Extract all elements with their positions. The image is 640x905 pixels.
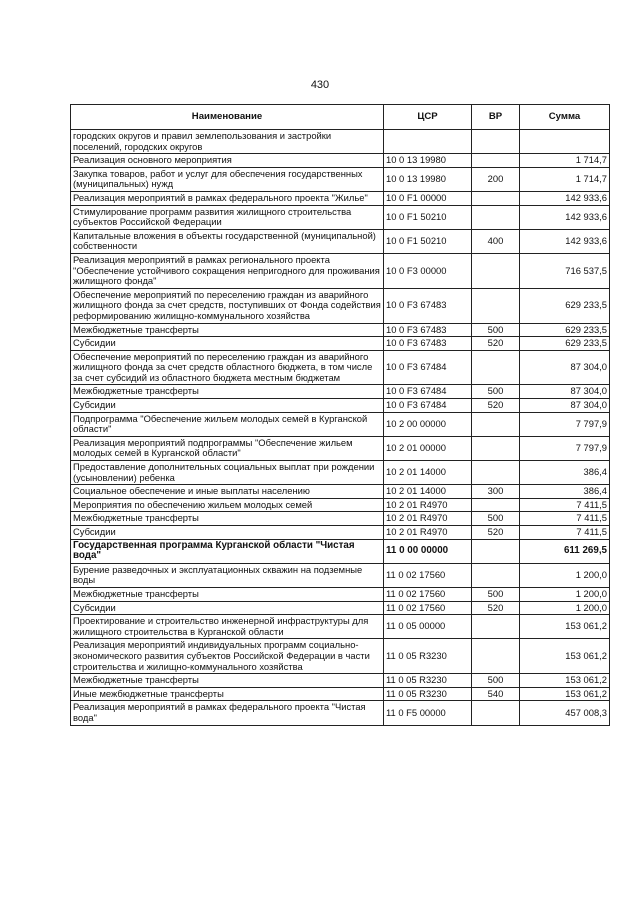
row-csr: 10 0 F3 00000 bbox=[384, 253, 472, 288]
row-vr bbox=[472, 412, 520, 436]
row-name: Межбюджетные трансферты bbox=[71, 323, 384, 337]
row-sum: 87 304,0 bbox=[520, 399, 610, 413]
row-csr: 10 0 F1 50210 bbox=[384, 205, 472, 229]
row-name: Социальное обеспечение и иные выплаты населению bbox=[71, 485, 384, 499]
row-sum: 1 714,7 bbox=[520, 154, 610, 168]
row-vr bbox=[472, 288, 520, 323]
row-csr: 10 0 F3 67483 bbox=[384, 288, 472, 323]
row-name: Капитальные вложения в объекты государственной (муниципальной) собственности bbox=[71, 229, 384, 253]
row-sum: 7 797,9 bbox=[520, 412, 610, 436]
row-sum: 142 933,6 bbox=[520, 229, 610, 253]
row-name: Бурение разведочных и эксплуатационных скважин на подземные воды bbox=[71, 563, 384, 587]
row-vr: 540 bbox=[472, 687, 520, 701]
row-csr: 10 2 01 14000 bbox=[384, 485, 472, 499]
row-csr: 10 0 F1 50210 bbox=[384, 229, 472, 253]
row-name: Субсидии bbox=[71, 526, 384, 540]
row-sum: 386,4 bbox=[520, 461, 610, 485]
row-vr: 520 bbox=[472, 526, 520, 540]
row-csr: 10 0 13 19980 bbox=[384, 167, 472, 191]
table-row bbox=[71, 498, 610, 512]
table-row bbox=[71, 191, 610, 205]
table-row bbox=[71, 337, 610, 351]
row-name: Реализация мероприятий в рамках регионального проекта "Обеспечение устойчивого сокращения непригодного для проживания жилищного фонда" bbox=[71, 253, 384, 288]
row-name: Реализация основного мероприятия bbox=[71, 154, 384, 168]
table-row bbox=[71, 154, 610, 168]
row-vr bbox=[472, 701, 520, 725]
table-row bbox=[71, 512, 610, 526]
row-vr bbox=[472, 350, 520, 385]
row-sum: 7 411,5 bbox=[520, 512, 610, 526]
row-name: Реализация мероприятий подпрограммы "Обеспечение жильем молодых семей в Курганской области" bbox=[71, 436, 384, 460]
row-vr bbox=[472, 563, 520, 587]
table-row bbox=[71, 412, 610, 436]
row-vr bbox=[472, 615, 520, 639]
row-csr: 11 0 F5 00000 bbox=[384, 701, 472, 725]
row-sum: 7 411,5 bbox=[520, 526, 610, 540]
row-sum: 1 200,0 bbox=[520, 587, 610, 601]
table-row bbox=[71, 385, 610, 399]
row-name: Межбюджетные трансферты bbox=[71, 587, 384, 601]
row-name: городских округов и правил землепользования и застройки поселений, городских округов bbox=[71, 130, 384, 154]
row-vr: 500 bbox=[472, 587, 520, 601]
row-sum: 611 269,5 bbox=[520, 539, 610, 563]
row-vr: 520 bbox=[472, 399, 520, 413]
header-vr: ВР bbox=[472, 105, 520, 130]
row-vr: 520 bbox=[472, 601, 520, 615]
row-csr: 10 2 01 00000 bbox=[384, 436, 472, 460]
table-row bbox=[71, 350, 610, 385]
table-row bbox=[71, 485, 610, 499]
row-csr: 10 0 F3 67483 bbox=[384, 337, 472, 351]
row-csr: 11 0 05 R3230 bbox=[384, 674, 472, 688]
table-row bbox=[71, 229, 610, 253]
row-csr: 11 0 02 17560 bbox=[384, 587, 472, 601]
table-row bbox=[71, 130, 610, 154]
row-sum: 87 304,0 bbox=[520, 385, 610, 399]
row-sum: 1 200,0 bbox=[520, 601, 610, 615]
row-name: Мероприятия по обеспечению жильем молодых семей bbox=[71, 498, 384, 512]
row-vr: 520 bbox=[472, 337, 520, 351]
row-vr bbox=[472, 205, 520, 229]
row-vr bbox=[472, 436, 520, 460]
row-name: Межбюджетные трансферты bbox=[71, 674, 384, 688]
row-vr bbox=[472, 539, 520, 563]
row-name: Межбюджетные трансферты bbox=[71, 512, 384, 526]
table-row bbox=[71, 639, 610, 674]
row-sum: 386,4 bbox=[520, 485, 610, 499]
row-name: Предоставление дополнительных социальных выплат при рождении (усыновлении) ребенка bbox=[71, 461, 384, 485]
row-csr bbox=[384, 130, 472, 154]
row-vr: 400 bbox=[472, 229, 520, 253]
row-sum: 457 008,3 bbox=[520, 701, 610, 725]
row-vr: 500 bbox=[472, 323, 520, 337]
table-row bbox=[71, 323, 610, 337]
row-sum: 7 797,9 bbox=[520, 436, 610, 460]
table-row bbox=[71, 674, 610, 688]
row-csr: 11 0 05 R3230 bbox=[384, 639, 472, 674]
row-name: Стимулирование программ развития жилищного строительства субъектов Российской Федерации bbox=[71, 205, 384, 229]
row-name: Подпрограмма "Обеспечение жильем молодых семей в Курганской области" bbox=[71, 412, 384, 436]
row-csr: 10 2 01 14000 bbox=[384, 461, 472, 485]
row-name: Иные межбюджетные трансферты bbox=[71, 687, 384, 701]
row-csr: 10 0 13 19980 bbox=[384, 154, 472, 168]
row-csr: 11 0 05 R3230 bbox=[384, 687, 472, 701]
row-vr: 500 bbox=[472, 674, 520, 688]
page-number: 430 bbox=[310, 79, 330, 91]
row-vr bbox=[472, 154, 520, 168]
row-csr: 11 0 02 17560 bbox=[384, 601, 472, 615]
row-sum: 629 233,5 bbox=[520, 323, 610, 337]
row-name: Субсидии bbox=[71, 399, 384, 413]
header-name: Наименование bbox=[71, 105, 384, 130]
row-csr: 10 0 F3 67483 bbox=[384, 323, 472, 337]
row-vr: 200 bbox=[472, 167, 520, 191]
row-vr bbox=[472, 191, 520, 205]
header-csr: ЦСР bbox=[384, 105, 472, 130]
row-sum: 7 411,5 bbox=[520, 498, 610, 512]
row-sum bbox=[520, 130, 610, 154]
row-sum: 142 933,6 bbox=[520, 191, 610, 205]
row-vr bbox=[472, 130, 520, 154]
table-row bbox=[71, 436, 610, 460]
row-vr: 300 bbox=[472, 485, 520, 499]
row-sum: 153 061,2 bbox=[520, 674, 610, 688]
row-sum: 629 233,5 bbox=[520, 337, 610, 351]
row-csr: 10 0 F1 00000 bbox=[384, 191, 472, 205]
row-csr: 10 2 01 R4970 bbox=[384, 526, 472, 540]
table-row bbox=[71, 167, 610, 191]
table-row bbox=[71, 587, 610, 601]
table-row bbox=[71, 701, 610, 725]
row-vr: 500 bbox=[472, 512, 520, 526]
row-csr: 10 0 F3 67484 bbox=[384, 350, 472, 385]
table-row bbox=[71, 615, 610, 639]
row-csr: 11 0 00 00000 bbox=[384, 539, 472, 563]
row-sum: 1 714,7 bbox=[520, 167, 610, 191]
row-sum: 87 304,0 bbox=[520, 350, 610, 385]
row-name: Реализация мероприятий в рамках федерального проекта "Жилье" bbox=[71, 191, 384, 205]
row-csr: 11 0 02 17560 bbox=[384, 563, 472, 587]
table-row bbox=[71, 461, 610, 485]
table-row bbox=[71, 539, 610, 563]
table-row bbox=[71, 288, 610, 323]
table-row bbox=[71, 526, 610, 540]
row-sum: 153 061,2 bbox=[520, 687, 610, 701]
table-row bbox=[71, 253, 610, 288]
row-name: Субсидии bbox=[71, 337, 384, 351]
row-vr bbox=[472, 461, 520, 485]
table-row bbox=[71, 563, 610, 587]
table-row bbox=[71, 205, 610, 229]
row-sum: 629 233,5 bbox=[520, 288, 610, 323]
table-row bbox=[71, 399, 610, 413]
row-name: Закупка товаров, работ и услуг для обеспечения государственных (муниципальных) нужд bbox=[71, 167, 384, 191]
row-csr: 10 0 F3 67484 bbox=[384, 385, 472, 399]
row-sum: 1 200,0 bbox=[520, 563, 610, 587]
row-name: Государственная программа Курганской области "Чистая вода" bbox=[71, 539, 384, 563]
row-csr: 11 0 05 00000 bbox=[384, 615, 472, 639]
row-vr: 500 bbox=[472, 385, 520, 399]
table-header-row bbox=[71, 105, 610, 130]
row-name: Обеспечение мероприятий по переселению граждан из аварийного жилищного фонда за счет средств, поступивших от Фонда содействия реформированию жилищно-коммунального хозяйства bbox=[71, 288, 384, 323]
row-csr: 10 2 01 R4970 bbox=[384, 512, 472, 526]
row-name: Обеспечение мероприятий по переселению граждан из аварийного жилищного фонда за счет средств областного бюджета, в том числе за счет субсидий из областного бюджета местным бюджетам bbox=[71, 350, 384, 385]
row-csr: 10 0 F3 67484 bbox=[384, 399, 472, 413]
row-name: Реализация мероприятий индивидуальных программ социально-экономического развития субъектов Российской Федерации в части строительства и жилищно-коммунального хозяйства bbox=[71, 639, 384, 674]
row-vr bbox=[472, 498, 520, 512]
row-name: Межбюджетные трансферты bbox=[71, 385, 384, 399]
row-vr bbox=[472, 253, 520, 288]
budget-table bbox=[70, 104, 610, 726]
row-name: Проектирование и строительство инженерной инфраструктуры для жилищного строительства в Курганской области bbox=[71, 615, 384, 639]
row-sum: 153 061,2 bbox=[520, 615, 610, 639]
row-sum: 153 061,2 bbox=[520, 639, 610, 674]
header-sum: Сумма bbox=[520, 105, 610, 130]
row-vr bbox=[472, 639, 520, 674]
row-csr: 10 2 00 00000 bbox=[384, 412, 472, 436]
row-csr: 10 2 01 R4970 bbox=[384, 498, 472, 512]
table-row bbox=[71, 601, 610, 615]
row-name: Реализация мероприятий в рамках федерального проекта "Чистая вода" bbox=[71, 701, 384, 725]
row-sum: 716 537,5 bbox=[520, 253, 610, 288]
row-name: Субсидии bbox=[71, 601, 384, 615]
row-sum: 142 933,6 bbox=[520, 205, 610, 229]
table-row bbox=[71, 687, 610, 701]
